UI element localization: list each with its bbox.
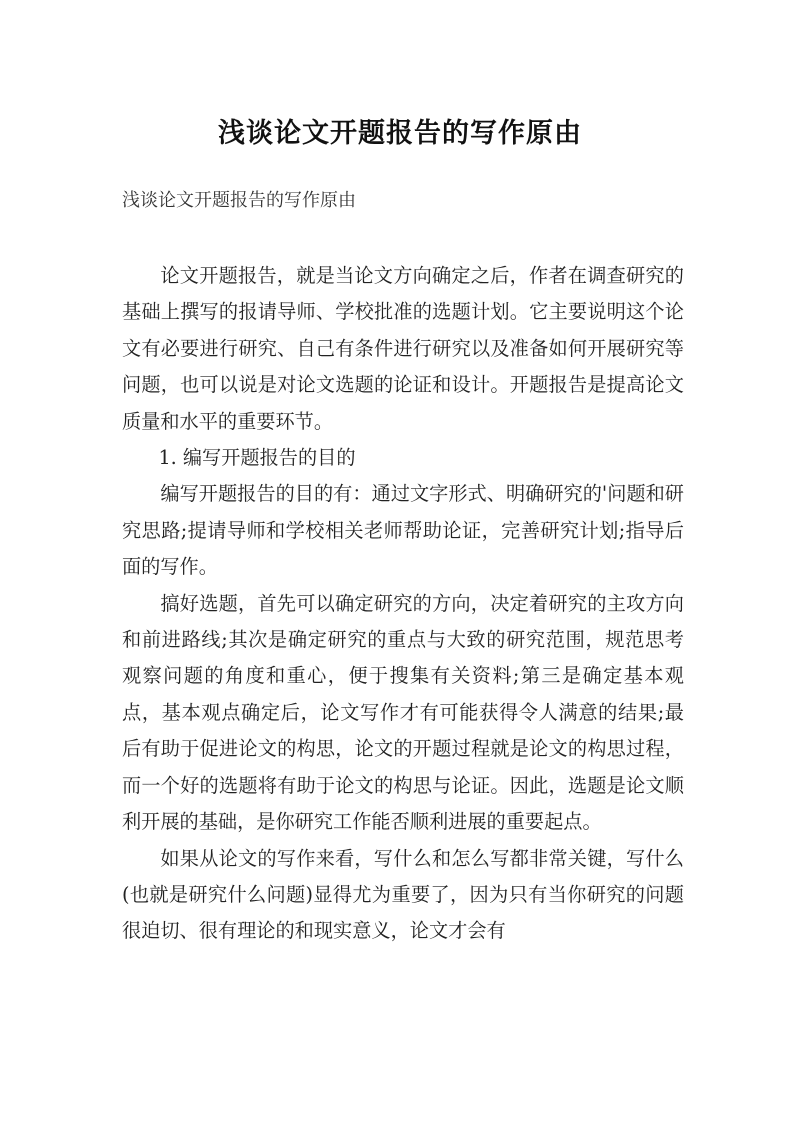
- paragraph-topic-selection: 搞好选题，首先可以确定研究的方向，决定着研究的主攻方向和前进路线;其次是确定研究的重点与大致的研究范围，规范思考观察问题的角度和重心，便于搜集有关资料;第三是确定基本观点，基本观点确定后，论文写作才有可能获得令人满意的结果;最后有助于促进论文的构思，论文的开题过程就是论文的构思过程，而一个好的选题将有助于论文的构思与论证。因此，选题是论文顺利开展的基础，是你研究工作能否顺利进展的重要起点。: [122, 591, 684, 834]
- section-heading-purpose: 1. 编写开题报告的目的: [158, 446, 356, 470]
- paragraph-writing-perspective: 如果从论文的写作来看，写什么和怎么写都非常关键，写什么(也就是研究什么问题)显得尤为重要了，因为只有当你研究的问题很迫切、很有理论的和现实意义，论文才会有: [122, 846, 684, 943]
- document-body: [122, 258, 684, 950]
- page-title: 浅谈论文开题报告的写作原由: [218, 118, 582, 150]
- document-subtitle: 浅谈论文开题报告的写作原由: [122, 190, 356, 211]
- paragraph-definition: 论文开题报告，就是当论文方向确定之后，作者在调查研究的基础上撰写的报请导师、学校批准的选题计划。它主要说明这个论文有必要进行研究、自己有条件进行研究以及准备如何开展研究等问题，也可以说是对论文选题的论证和设计。开题报告是提高论文质量和水平的重要环节。: [122, 264, 684, 433]
- paragraph-purpose: 编写开题报告的目的有：通过文字形式、明确研究的'问题和研究思路;提请导师和学校相关老师帮助论证，完善研究计划;指导后面的写作。: [122, 482, 684, 579]
